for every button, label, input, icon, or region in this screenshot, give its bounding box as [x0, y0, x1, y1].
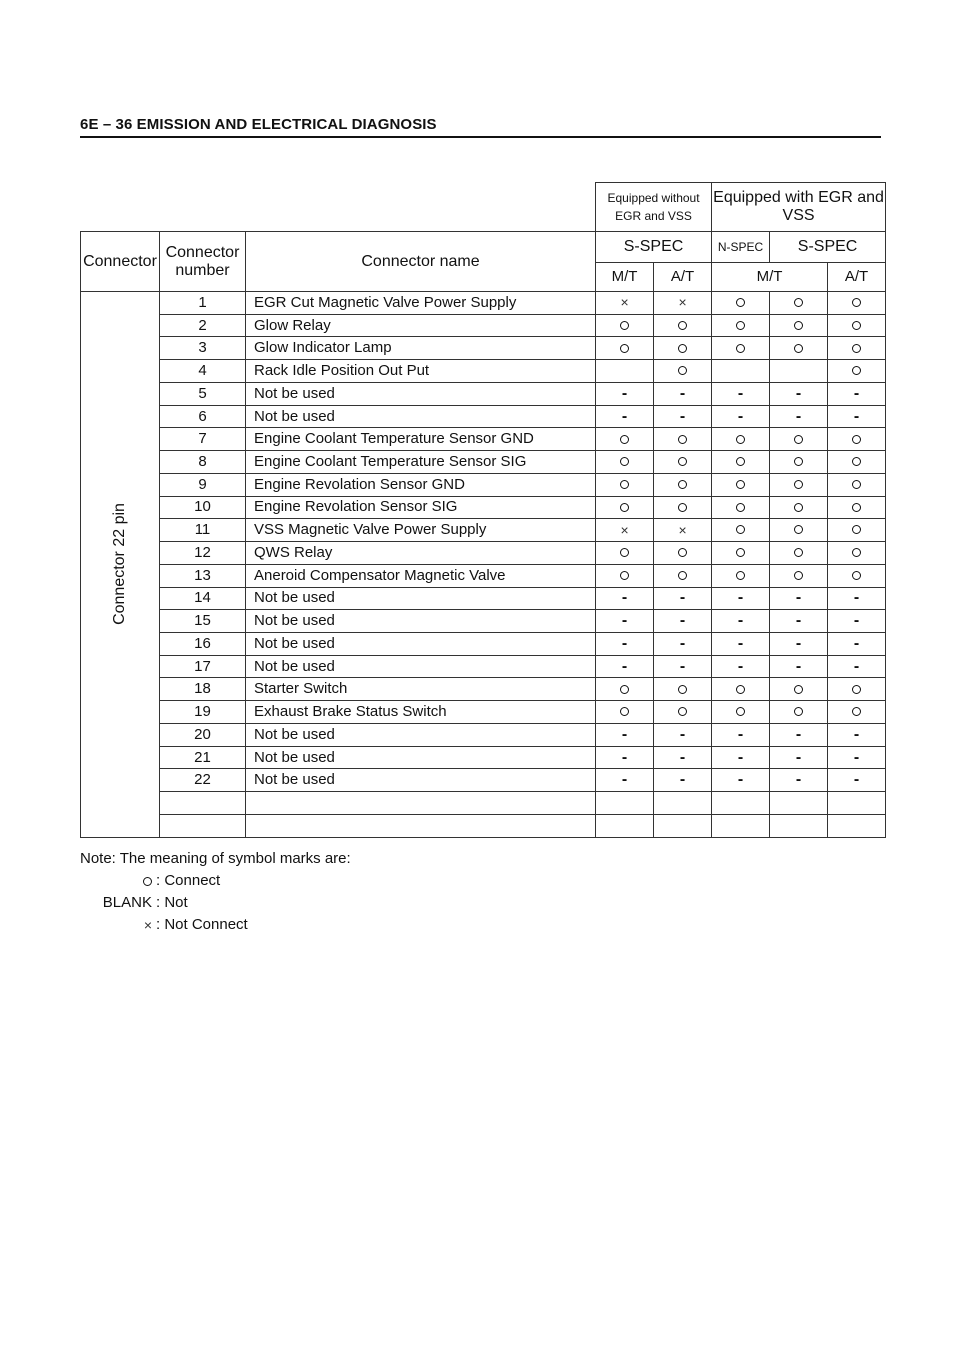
table-row — [81, 587, 886, 610]
connect-circle-icon — [770, 542, 828, 565]
connect-circle-icon — [596, 701, 654, 724]
blank-cell — [712, 792, 770, 815]
blank-cell — [770, 814, 828, 837]
not-used-dash: - — [828, 769, 886, 792]
pin-name: Starter Switch — [246, 678, 596, 701]
connect-circle-icon — [828, 678, 886, 701]
not-used-dash: - — [712, 405, 770, 428]
pin-number: 6 — [160, 405, 246, 428]
pin-number: 2 — [160, 314, 246, 337]
connect-circle-icon — [770, 428, 828, 451]
blank-cell — [770, 360, 828, 383]
connect-circle-icon — [828, 564, 886, 587]
blank-cell — [596, 792, 654, 815]
not-used-dash: - — [770, 382, 828, 405]
pin-name: Not be used — [246, 405, 596, 428]
connect-circle-icon — [654, 360, 712, 383]
table-row — [81, 519, 886, 542]
pin-name: Rack Idle Position Out Put — [246, 360, 596, 383]
connect-circle-icon — [828, 451, 886, 474]
pin-name: Not be used — [246, 723, 596, 746]
not-used-dash: - — [654, 769, 712, 792]
connect-circle-icon — [828, 314, 886, 337]
connector-number-column-header: Connector number — [160, 232, 246, 292]
not-used-dash: - — [654, 655, 712, 678]
table-row — [81, 405, 886, 428]
pin-number: 8 — [160, 451, 246, 474]
connect-circle-icon — [596, 564, 654, 587]
pin-number: 20 — [160, 723, 246, 746]
connect-circle-icon — [654, 496, 712, 519]
connect-circle-icon — [596, 314, 654, 337]
pin-name: EGR Cut Magnetic Valve Power Supply — [246, 292, 596, 315]
connect-circle-icon — [828, 360, 886, 383]
connect-circle-icon — [712, 542, 770, 565]
connect-circle-icon — [712, 701, 770, 724]
connect-circle-icon — [828, 542, 886, 565]
pin-number: 18 — [160, 678, 246, 701]
page-header: 6E – 36 EMISSION AND ELECTRICAL DIAGNOSIS — [80, 116, 437, 133]
not-used-dash: - — [770, 633, 828, 656]
not-used-dash: - — [712, 769, 770, 792]
connect-circle-icon — [828, 337, 886, 360]
not-connect-legend: : Not Connect — [156, 916, 248, 933]
table-row — [81, 451, 886, 474]
connect-circle-icon — [596, 678, 654, 701]
table-row — [81, 314, 886, 337]
blank-cell — [596, 814, 654, 837]
connector-group-cell — [81, 292, 160, 838]
connect-circle-icon — [596, 337, 654, 360]
not-used-dash: - — [596, 655, 654, 678]
not-used-dash: - — [770, 655, 828, 678]
not-used-dash: - — [654, 405, 712, 428]
table-row — [81, 564, 886, 587]
not-used-dash: - — [828, 610, 886, 633]
not-used-dash: - — [712, 382, 770, 405]
not-used-dash: - — [712, 610, 770, 633]
connect-circle-icon — [770, 337, 828, 360]
not-used-dash: - — [596, 382, 654, 405]
connect-circle-icon — [654, 542, 712, 565]
not-used-dash: - — [828, 587, 886, 610]
not-used-dash: - — [596, 610, 654, 633]
pin-name — [246, 792, 596, 815]
not-used-dash: - — [596, 633, 654, 656]
group-without-egr: Equipped without EGR and VSS — [596, 183, 712, 232]
connect-circle-icon — [828, 519, 886, 542]
not-legend: : Not — [156, 894, 188, 911]
not-used-dash: - — [770, 746, 828, 769]
not-used-dash: - — [712, 633, 770, 656]
cross-icon: × — [143, 917, 152, 933]
connect-circle-icon — [654, 701, 712, 724]
connect-circle-icon — [770, 496, 828, 519]
pin-number: 13 — [160, 564, 246, 587]
not-used-dash: - — [654, 723, 712, 746]
connect-circle-icon — [712, 292, 770, 315]
pin-number: 7 — [160, 428, 246, 451]
table-row — [81, 473, 886, 496]
connect-circle-icon — [654, 473, 712, 496]
connect-circle-icon — [654, 337, 712, 360]
table-row — [81, 382, 886, 405]
connect-circle-icon — [828, 496, 886, 519]
sspec-header: S-SPEC — [596, 232, 712, 263]
pin-name — [246, 814, 596, 837]
pin-number: 21 — [160, 746, 246, 769]
connect-circle-icon — [770, 701, 828, 724]
not-used-dash: - — [654, 382, 712, 405]
not-used-dash: - — [596, 587, 654, 610]
not-used-dash: - — [828, 382, 886, 405]
pin-name: Not be used — [246, 746, 596, 769]
nspec-header: N-SPEC — [712, 232, 770, 263]
not-used-dash: - — [712, 587, 770, 610]
not-used-dash: - — [828, 405, 886, 428]
pin-name: Aneroid Compensator Magnetic Valve — [246, 564, 596, 587]
pin-number: 19 — [160, 701, 246, 724]
not-connect-cross-icon: × — [596, 519, 654, 542]
connect-circle-icon — [596, 451, 654, 474]
connect-circle-icon — [712, 314, 770, 337]
connect-circle-icon — [596, 428, 654, 451]
circle-icon — [62, 870, 152, 892]
not-used-dash: - — [596, 769, 654, 792]
connect-circle-icon — [770, 564, 828, 587]
connect-circle-icon — [596, 473, 654, 496]
connect-circle-icon — [770, 473, 828, 496]
connect-circle-icon — [654, 564, 712, 587]
not-used-dash: - — [828, 723, 886, 746]
pin-number — [160, 814, 246, 837]
header-rule — [80, 136, 881, 138]
table-row — [81, 769, 886, 792]
not-used-dash: - — [654, 610, 712, 633]
table-row — [81, 814, 886, 837]
connect-circle-icon — [712, 428, 770, 451]
pin-number: 5 — [160, 382, 246, 405]
pin-name: Not be used — [246, 587, 596, 610]
connect-circle-icon — [654, 314, 712, 337]
pin-name: Engine Coolant Temperature Sensor SIG — [246, 451, 596, 474]
connect-circle-icon — [712, 337, 770, 360]
table-corner-blank — [81, 183, 596, 232]
pin-name: Not be used — [246, 610, 596, 633]
not-used-dash: - — [712, 655, 770, 678]
table-row — [81, 633, 886, 656]
pin-number: 1 — [160, 292, 246, 315]
at-header: A/T — [654, 263, 712, 292]
group-with-egr: Equipped with EGR and VSS — [712, 183, 886, 232]
pin-name: Engine Coolant Temperature Sensor GND — [246, 428, 596, 451]
connect-circle-icon — [712, 678, 770, 701]
blank-cell — [770, 792, 828, 815]
table-row — [81, 678, 886, 701]
table-row — [81, 360, 886, 383]
not-used-dash: - — [712, 723, 770, 746]
connect-circle-icon — [712, 473, 770, 496]
pin-number: 17 — [160, 655, 246, 678]
pin-number: 4 — [160, 360, 246, 383]
pin-number: 9 — [160, 473, 246, 496]
connect-circle-icon — [770, 451, 828, 474]
not-used-dash: - — [596, 723, 654, 746]
pin-name: Glow Relay — [246, 314, 596, 337]
connect-circle-icon — [712, 496, 770, 519]
connect-circle-icon — [654, 428, 712, 451]
connect-circle-icon — [770, 292, 828, 315]
pin-name: Not be used — [246, 382, 596, 405]
pin-number: 10 — [160, 496, 246, 519]
connect-circle-icon — [712, 519, 770, 542]
table-row — [81, 496, 886, 519]
table-row — [81, 655, 886, 678]
not-used-dash: - — [596, 746, 654, 769]
blank-label: BLANK — [102, 894, 152, 911]
pin-number: 16 — [160, 633, 246, 656]
blank-cell — [712, 814, 770, 837]
mt-header-2: M/T — [712, 263, 828, 292]
table-row — [81, 292, 886, 315]
mt-header: M/T — [596, 263, 654, 292]
connector-table — [80, 182, 886, 838]
pin-number: 11 — [160, 519, 246, 542]
not-connect-cross-icon: × — [654, 292, 712, 315]
pin-number: 15 — [160, 610, 246, 633]
pin-name: Glow Indicator Lamp — [246, 337, 596, 360]
pin-number: 22 — [160, 769, 246, 792]
not-used-dash: - — [770, 587, 828, 610]
connect-circle-icon — [828, 428, 886, 451]
blank-cell — [654, 814, 712, 837]
connect-circle-icon — [770, 678, 828, 701]
pin-name: Not be used — [246, 633, 596, 656]
table-row — [81, 701, 886, 724]
connector-group-label: Connector 22 pin — [111, 503, 128, 626]
pin-name: Exhaust Brake Status Switch — [246, 701, 596, 724]
connect-circle-icon — [654, 678, 712, 701]
table-row — [81, 746, 886, 769]
symbol-notes — [80, 848, 400, 936]
at-header-2: A/T — [828, 263, 886, 292]
blank-cell — [654, 792, 712, 815]
blank-cell — [596, 360, 654, 383]
not-used-dash: - — [770, 405, 828, 428]
not-used-dash: - — [654, 746, 712, 769]
connector-column-header: Connector — [81, 232, 160, 292]
connect-circle-icon — [712, 451, 770, 474]
not-used-dash: - — [828, 655, 886, 678]
connect-circle-icon — [770, 519, 828, 542]
not-used-dash: - — [828, 633, 886, 656]
connector-table-body — [81, 292, 886, 838]
connector-name-column-header: Connector name — [246, 232, 596, 292]
blank-cell — [828, 792, 886, 815]
connect-circle-icon — [596, 542, 654, 565]
connect-circle-icon — [712, 564, 770, 587]
not-used-dash: - — [712, 746, 770, 769]
not-used-dash: - — [654, 633, 712, 656]
connect-circle-icon — [596, 496, 654, 519]
not-used-dash: - — [596, 405, 654, 428]
pin-name: Not be used — [246, 769, 596, 792]
not-connect-cross-icon: × — [596, 292, 654, 315]
not-used-dash: - — [770, 769, 828, 792]
connect-circle-icon — [654, 451, 712, 474]
not-connect-cross-icon: × — [654, 519, 712, 542]
table-row — [81, 337, 886, 360]
table-row — [81, 542, 886, 565]
connect-circle-icon — [770, 314, 828, 337]
pin-name: Engine Revolation Sensor SIG — [246, 496, 596, 519]
table-row — [81, 428, 886, 451]
blank-cell — [828, 814, 886, 837]
pin-name: Engine Revolation Sensor GND — [246, 473, 596, 496]
pin-number: 14 — [160, 587, 246, 610]
not-used-dash: - — [770, 723, 828, 746]
blank-cell — [712, 360, 770, 383]
not-used-dash: - — [770, 610, 828, 633]
pin-number — [160, 792, 246, 815]
sspec-header-2: S-SPEC — [770, 232, 886, 263]
pin-name: Not be used — [246, 655, 596, 678]
table-row — [81, 610, 886, 633]
connect-circle-icon — [828, 473, 886, 496]
table-row — [81, 723, 886, 746]
notes-title: Note: The meaning of symbol marks are: — [80, 850, 351, 867]
not-used-dash: - — [654, 587, 712, 610]
not-used-dash: - — [828, 746, 886, 769]
pin-name: VSS Magnetic Valve Power Supply — [246, 519, 596, 542]
table-row — [81, 792, 886, 815]
pin-name: QWS Relay — [246, 542, 596, 565]
connect-circle-icon — [828, 701, 886, 724]
connect-legend: : Connect — [156, 872, 221, 889]
connect-circle-icon — [828, 292, 886, 315]
pin-number: 3 — [160, 337, 246, 360]
pin-number: 12 — [160, 542, 246, 565]
